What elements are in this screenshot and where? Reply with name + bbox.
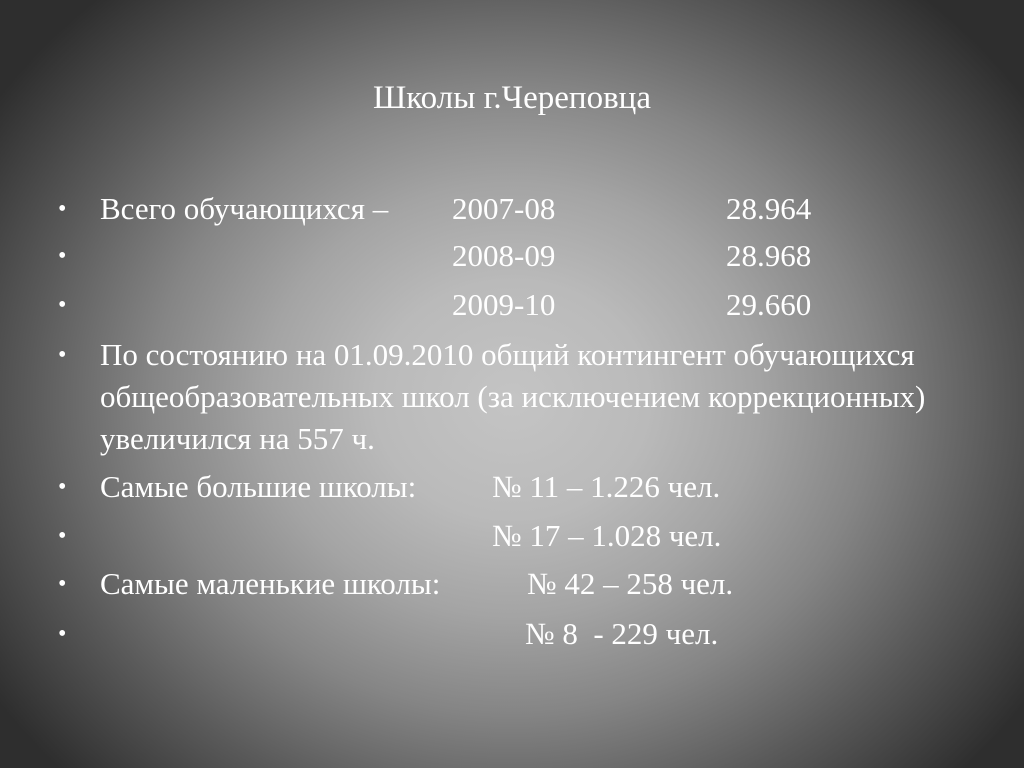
- enrollment-count: 28.968: [726, 238, 812, 273]
- bullet-marker: •: [58, 621, 67, 647]
- enrollment-count: 28.964: [726, 191, 812, 226]
- enrollment-year: 2009-10: [452, 287, 556, 322]
- list-item-enrollment-2009: [0, 283, 1024, 327]
- list-item-largest-1: [0, 465, 1024, 509]
- slide-title: Школы г.Череповца: [373, 80, 651, 116]
- list-item-enrollment-2008: [0, 234, 1024, 278]
- largest-label: Самые большие школы:: [100, 469, 417, 504]
- list-item-smallest-1: [0, 562, 1024, 606]
- list-item-largest-2: [0, 514, 1024, 558]
- bullet-marker: •: [58, 474, 67, 500]
- enrollment-count: 29.660: [726, 287, 812, 322]
- bullet-marker: •: [58, 523, 67, 549]
- enrollment-year: 2008-09: [452, 238, 556, 273]
- largest-school: № 11 – 1.226 чел.: [492, 469, 721, 504]
- enrollment-label: Всего обучающихся –: [100, 191, 389, 226]
- largest-school: № 17 – 1.028 чел.: [492, 518, 722, 553]
- smallest-label: Самые маленькие школы:: [100, 566, 441, 601]
- smallest-school: № 42 – 258 чел.: [527, 566, 734, 601]
- enrollment-year: 2007-08: [452, 191, 556, 226]
- bullet-marker: •: [58, 292, 67, 318]
- bullet-marker: •: [58, 243, 67, 269]
- list-item-smallest-2: [0, 612, 1024, 656]
- list-item-enrollment-2007: [0, 187, 1024, 231]
- bullet-marker: •: [58, 342, 67, 368]
- smallest-school: № 8 - 229 чел.: [525, 616, 719, 651]
- contingent-text: По состоянию на 01.09.2010 общий контингент обучающихся общеобразовательных школ (за исключением коррекционных) увеличился на 557 ч.: [100, 337, 926, 456]
- bullet-marker: •: [58, 196, 67, 222]
- bullet-marker: •: [58, 571, 67, 597]
